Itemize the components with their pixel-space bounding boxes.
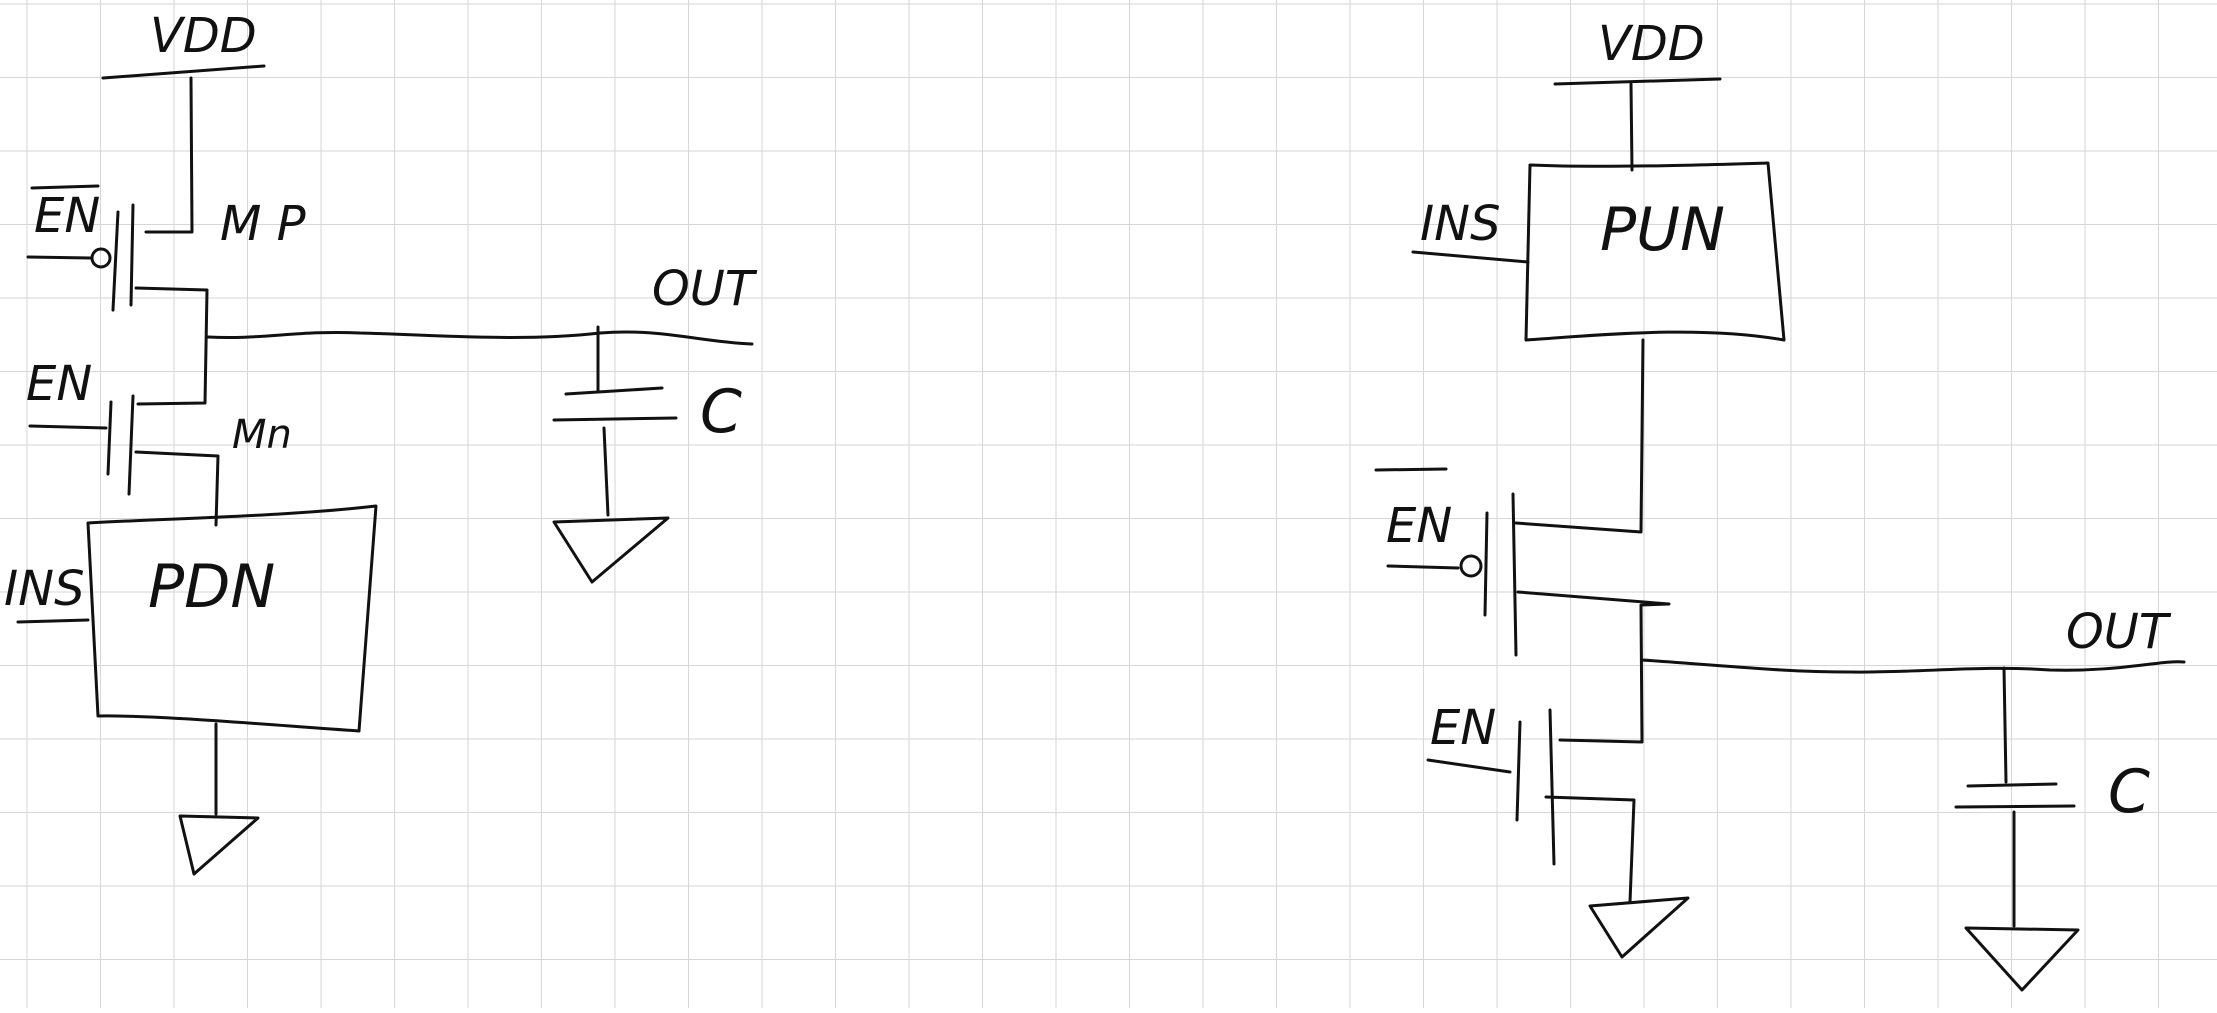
right-pmos-drain (1518, 592, 1669, 742)
left-mp-drain (136, 288, 207, 404)
right-cap-label: C (2108, 757, 2150, 827)
left-pdn-ground-symbol (180, 816, 258, 874)
right-en-label: EN (1430, 700, 1497, 756)
left-cap-ground-symbol (554, 518, 668, 582)
left-out-label: OUT (652, 261, 755, 317)
left-mp-gate-plate (113, 212, 118, 310)
right-en-bar-overline (1376, 469, 1446, 470)
left-ins-wire (18, 620, 88, 622)
right-ins-label: INS (1420, 196, 1501, 252)
right-cap-bottom-plate (1956, 806, 2074, 807)
right-pun-label: PUN (1600, 195, 1725, 265)
right-pmos-gate-wire (1388, 566, 1458, 568)
left-en-bar-overline (32, 186, 98, 188)
left-ins-label: INS (4, 561, 85, 617)
right-nmos-ground-symbol (1590, 898, 1688, 957)
left-tristate-circuit (4, 8, 758, 874)
left-mp-channel (131, 205, 133, 305)
left-mn-label: Mn (232, 412, 292, 458)
left-mn-gate-wire (30, 426, 106, 428)
left-mp-gate-wire (28, 257, 90, 258)
right-vdd-rail (1555, 79, 1720, 84)
left-mn-channel (129, 396, 133, 494)
right-nmos-channel (1550, 710, 1554, 864)
right-pmos-bubble (1461, 556, 1481, 576)
right-vdd-label: VDD (1598, 16, 1705, 72)
right-out-wire (1642, 660, 2184, 672)
right-cap-top-lead (2004, 668, 2006, 782)
right-nmos-gate-wire (1428, 760, 1510, 772)
right-nmos-gate-plate (1517, 722, 1520, 820)
left-vdd-drop (146, 78, 192, 232)
right-vdd-drop (1631, 84, 1632, 170)
left-en-label: EN (26, 356, 93, 412)
left-pdn-label: PDN (148, 552, 276, 622)
left-out-wire (208, 332, 752, 344)
left-cap-bottom-lead (604, 428, 608, 515)
left-en-bar-label: EN (34, 188, 101, 244)
left-mn-source (136, 452, 218, 525)
right-pmos-gate-plate (1485, 513, 1487, 615)
right-pun-to-pmos-wire (1516, 340, 1643, 532)
left-vdd-label: VDD (150, 8, 257, 64)
left-mn-gate-plate (108, 402, 111, 474)
right-en-bar-label: EN (1386, 498, 1453, 554)
right-out-label: OUT (2066, 604, 2169, 660)
left-mp-label: M P (220, 196, 306, 252)
right-ins-wire (1413, 252, 1528, 262)
right-cap-top-plate (1968, 784, 2056, 786)
left-cap-top-plate (566, 388, 662, 394)
left-vdd-rail (103, 66, 264, 78)
left-cap-bottom-plate (554, 418, 676, 420)
left-cap-label: C (700, 377, 742, 447)
